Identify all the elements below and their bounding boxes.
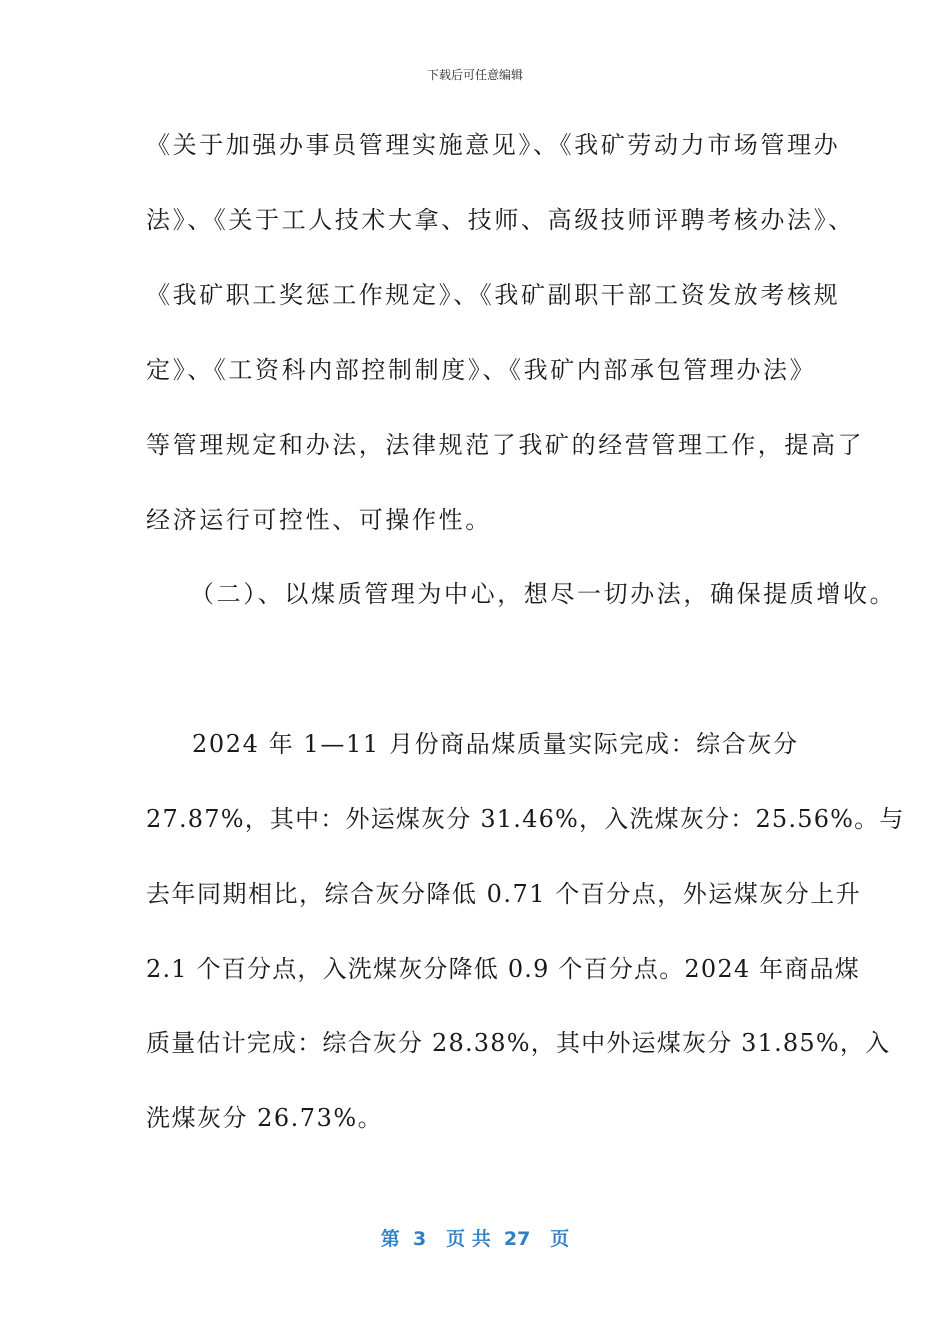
- page-number-footer: 第 3 页 共 27 页: [380, 1228, 570, 1250]
- text-line: 27.87%，其中：外运煤灰分 31.46%，入洗煤灰分：25.56%。与: [146, 805, 905, 833]
- section-heading: （二）、以煤质管理为中心，想尽一切办法，确保提质增收。: [190, 580, 897, 608]
- text-line: 2024 年 1—11 月份商品煤质量实际完成：综合灰分: [192, 730, 799, 758]
- text-line: 洗煤灰分 26.73%。: [146, 1104, 384, 1132]
- text-line: 等管理规定和办法，法律规范了我矿的经营管理工作，提高了: [146, 431, 865, 459]
- page-header-note: 下载后可任意编辑: [426, 68, 523, 82]
- text-line: 法》、《关于工人技术大拿、技师、高级技师评聘考核办法》、: [146, 206, 855, 234]
- text-line: 经济运行可控性、可操作性。: [146, 506, 492, 534]
- text-line: 定》、《工资科内部控制制度》、《我矿内部承包管理办法》: [146, 356, 817, 384]
- text-line: 质量估计完成：综合灰分 28.38%，其中外运煤灰分 31.85%，入: [146, 1029, 891, 1057]
- text-line: 去年同期相比，综合灰分降低 0.71 个百分点，外运煤灰分上升: [146, 880, 862, 908]
- text-line: 《我矿职工奖惩工作规定》、《我矿副职干部工资发放考核规: [146, 281, 841, 309]
- text-line: 《关于加强办事员管理实施意见》、《我矿劳动力市场管理办: [146, 131, 841, 159]
- text-line: 2.1 个百分点，入洗煤灰分降低 0.9 个百分点。2024 年商品煤: [146, 955, 860, 983]
